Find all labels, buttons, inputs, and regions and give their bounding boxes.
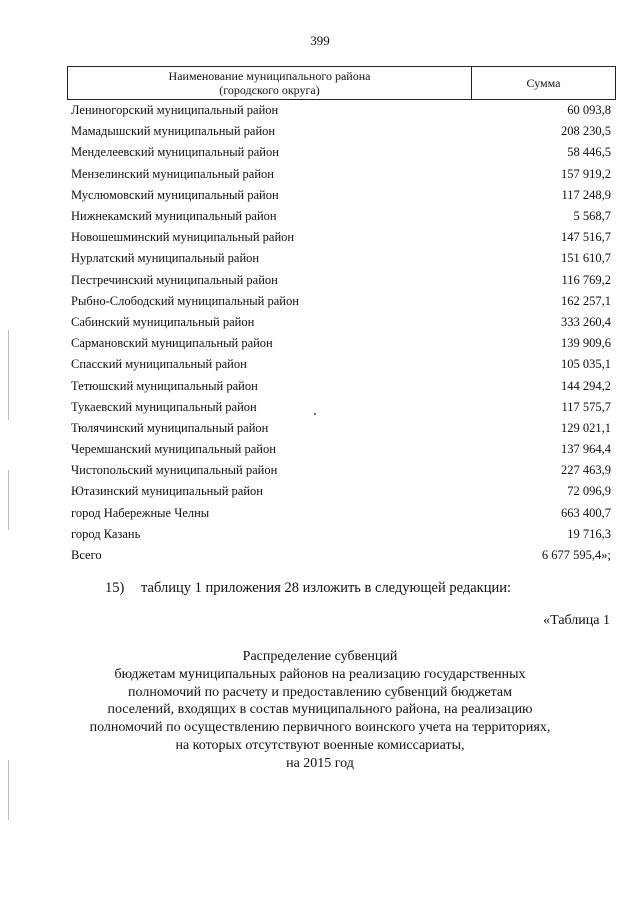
scan-margin-mark: [8, 470, 9, 530]
amount-value: 105 035,1: [561, 357, 611, 372]
district-name: Менделеевский муниципальный район: [71, 145, 279, 160]
amount-value: 147 516,7: [561, 230, 611, 245]
amount-value: 139 909,6: [561, 336, 611, 351]
amount-value: 19 716,3: [567, 526, 611, 541]
amount-value: 151 610,7: [561, 251, 611, 266]
district-name: Нижнекамский муниципальный район: [71, 209, 277, 224]
heading-line: бюджетам муниципальных районов на реализацию государственных: [114, 666, 526, 682]
amount-value: 157 919,2: [561, 166, 611, 181]
district-name: Лениногорский муниципальный район: [71, 103, 279, 118]
district-name: Пестречинский муниципальный район: [71, 272, 278, 287]
heading-line: поселений, входящих в состав муниципального района, на реализацию: [107, 702, 533, 718]
table-row: [67, 375, 616, 396]
table-row: [67, 206, 616, 227]
header-name: Наименование муниципального района (городского округа): [68, 67, 472, 99]
item-15: [105, 580, 511, 597]
table-row: [67, 312, 616, 333]
district-name: Рыбно-Слободский муниципальный район: [71, 293, 299, 308]
item-number: 15): [105, 580, 125, 596]
amount-value: 117 575,7: [561, 399, 611, 414]
amount-value: 663 400,7: [561, 505, 611, 520]
district-name: Чистопольский муниципальный район: [71, 463, 278, 478]
scan-speck: [314, 413, 316, 415]
district-name: Нурлатский муниципальный район: [71, 251, 260, 266]
district-name: Тюлячинский муниципальный район: [71, 420, 269, 435]
table-row: [67, 333, 616, 354]
item-text: таблицу 1 приложения 28 изложить в следующей редакции:: [141, 580, 512, 596]
table-row: [67, 164, 616, 185]
table-row: [67, 248, 616, 269]
heading-line: Распределение субвенций: [242, 649, 398, 664]
table-row: [67, 121, 616, 142]
subsidy-table: [67, 66, 616, 566]
table-body: [67, 100, 616, 566]
scan-margin-mark: [8, 330, 9, 420]
table-reference: «Таблица 1: [543, 613, 610, 628]
table-row: [67, 545, 616, 566]
amount-value: 333 260,4: [561, 314, 611, 329]
table-row: [67, 354, 616, 375]
district-name: Муслюмовский муниципальный район: [71, 187, 279, 202]
table-row: [67, 185, 616, 206]
amount-value: 72 096,9: [567, 484, 611, 499]
amount-value: 208 230,5: [561, 124, 611, 139]
district-name: Мензелинский муниципальный район: [71, 166, 274, 181]
heading-line: на 2015 год: [286, 755, 354, 771]
amount-value: 5 568,7: [573, 209, 611, 224]
district-name: Тетюшский муниципальный район: [71, 378, 258, 393]
amount-value: 117 248,9: [561, 187, 611, 202]
district-name: Всего: [71, 548, 102, 563]
district-name: город Набережные Челны: [71, 505, 210, 520]
district-name: Сармановский муниципальный район: [71, 336, 273, 351]
table-row: [67, 481, 616, 502]
table-row: [67, 227, 616, 248]
table-row: [67, 418, 616, 439]
heading-line: на которых отсутствуют военные комиссариаты,: [175, 737, 465, 753]
table-row: [67, 291, 616, 312]
district-name: Тукаевский муниципальный район: [71, 399, 257, 414]
amount-value: 116 769,2: [561, 272, 611, 287]
table-row: [67, 503, 616, 524]
district-name: город Казань: [71, 526, 141, 541]
section-heading: [60, 648, 580, 773]
amount-value: 58 446,5: [567, 145, 611, 160]
amount-value: 162 257,1: [561, 293, 611, 308]
district-name: Спасский муниципальный район: [71, 357, 247, 372]
header-sum: Сумма: [526, 75, 561, 90]
table-header: [67, 66, 616, 100]
district-name: Сабинский муниципальный район: [71, 314, 255, 329]
district-name: Ютазинский муниципальный район: [71, 484, 263, 499]
scan-margin-mark: [8, 760, 9, 820]
district-name: Мамадышский муниципальный район: [71, 124, 276, 139]
page-number: 399: [310, 33, 330, 48]
table-row: [67, 439, 616, 460]
amount-value: 129 021,1: [561, 420, 611, 435]
amount-value: 60 093,8: [567, 103, 611, 118]
amount-value: 6 677 595,4»;: [541, 548, 611, 563]
table-row: [67, 524, 616, 545]
amount-value: 144 294,2: [561, 378, 611, 393]
table-row: [67, 460, 616, 481]
table-row: [67, 397, 616, 418]
heading-line: полномочий по осуществлению первичного воинского учета на территориях,: [89, 720, 551, 736]
table-row: [67, 100, 616, 121]
amount-value: 137 964,4: [561, 442, 611, 457]
table-row: [67, 142, 616, 163]
district-name: Черемшанский муниципальный район: [71, 442, 276, 457]
table-row: [67, 270, 616, 291]
district-name: Новошешминский муниципальный район: [71, 230, 295, 245]
heading-line: полномочий по расчету и предоставлению субвенций бюджетам: [128, 684, 512, 700]
amount-value: 227 463,9: [561, 463, 611, 478]
